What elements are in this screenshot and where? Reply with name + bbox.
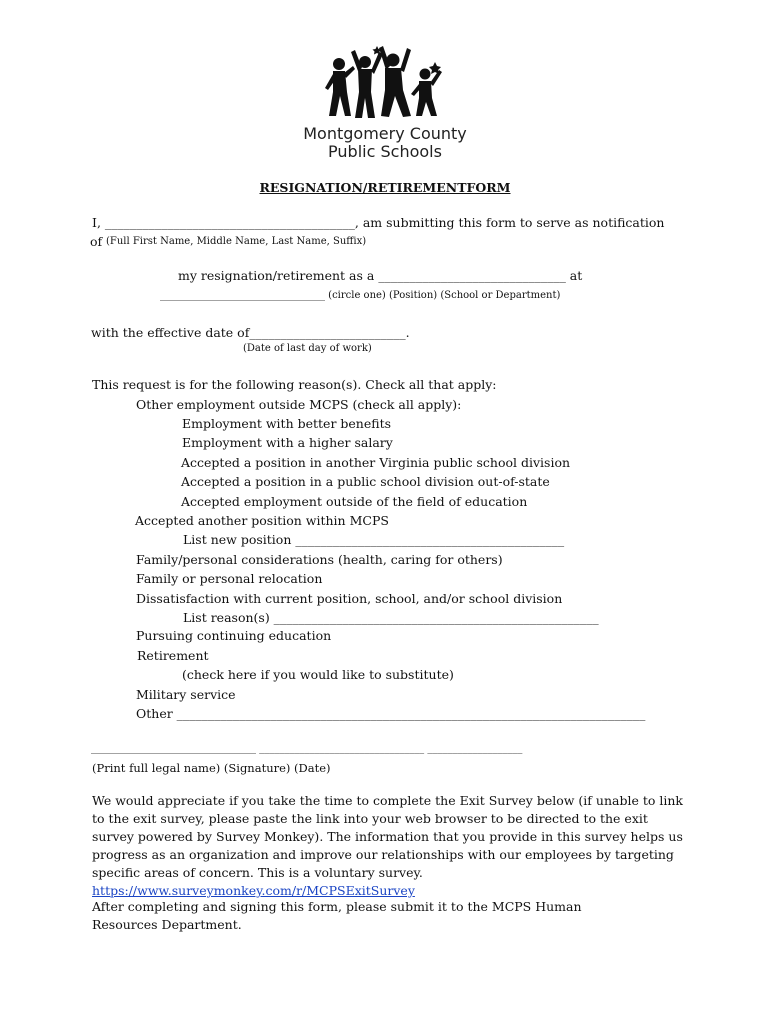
reason-virginia-division: Accepted a position in another Virginia public school division	[181, 455, 571, 470]
reason-out-of-state: Accepted a position in a public school division out-of-state	[181, 474, 550, 489]
reason-military: Military service	[136, 687, 236, 702]
reason-dissatisfaction: Dissatisfaction with current position, school, and/or school division	[136, 591, 563, 606]
reason-continuing-education: Pursuing continuing education	[136, 628, 332, 643]
org-name-line2: Public Schools	[328, 142, 442, 161]
reason-family-personal: Family/personal considerations (health, caring for others)	[136, 552, 503, 567]
reason-within-mcps: Accepted another position within MCPS	[135, 513, 389, 528]
reason-other-employment: Other employment outside MCPS (check all apply):	[136, 397, 462, 412]
signature-lines: _________________________________ _________________________________ ___________________	[91, 743, 523, 754]
closing-paragraph: After completing and signing this form, please submit it to the MCPS Human Resources Department.	[92, 899, 582, 932]
survey-text: We would appreciate if you take the time to complete the Exit Survey below (if unable to link to the exit survey, please paste the link into your web browser to be directed to the exit survey powered by Survey Monkey). The information that you provide in this survey helps us progress as an organization and improve our relationships with our employees by targeting specific areas of concern. This is a voluntary survey.	[92, 793, 683, 880]
signature-labels: (Print full legal name) (Signature) (Date)	[92, 761, 331, 775]
reason-retirement: Retirement	[137, 648, 209, 663]
reason-other-field: Other ___________________________________________________________________________	[136, 706, 646, 721]
form-title: RESIGNATION/RETIREMENTFORM	[259, 180, 511, 195]
name-line: I, ________________________________________, am submitting this form to serve as notification	[92, 215, 665, 230]
reasons-intro: This request is for the following reason(s). Check all that apply:	[92, 377, 497, 392]
effective-date-note: (Date of last day of work)	[243, 343, 372, 354]
reason-better-benefits: Employment with better benefits	[182, 416, 392, 431]
name-line-note: (Full First Name, Middle Name, Last Name, Suffix)	[106, 236, 367, 247]
reason-relocation: Family or personal relocation	[136, 571, 323, 586]
retirement-substitute-note: (check here if you would like to substitute)	[182, 667, 454, 682]
reason-outside-education: Accepted employment outside of the field of education	[181, 494, 528, 509]
position-line: my resignation/retirement as a ______________________________ at	[178, 268, 583, 283]
effective-date-line: with the effective date of_________________________.	[91, 325, 410, 340]
survey-link[interactable]: https://www.surveymonkey.com/r/MCPSExitSurvey	[92, 883, 415, 898]
mcps-logo-figures-icon	[325, 44, 445, 122]
org-name-line1: Montgomery County	[303, 124, 467, 143]
school-line: _________________________________ (circle one) (Position) (School or Department)	[160, 290, 561, 301]
name-line-prefix: of	[90, 234, 103, 249]
list-reasons-field: List reason(s) ____________________________________________________	[183, 610, 599, 625]
new-position-field: List new position ___________________________________________	[183, 532, 565, 547]
reason-higher-salary: Employment with a higher salary	[182, 435, 393, 450]
survey-paragraph	[92, 792, 692, 900]
